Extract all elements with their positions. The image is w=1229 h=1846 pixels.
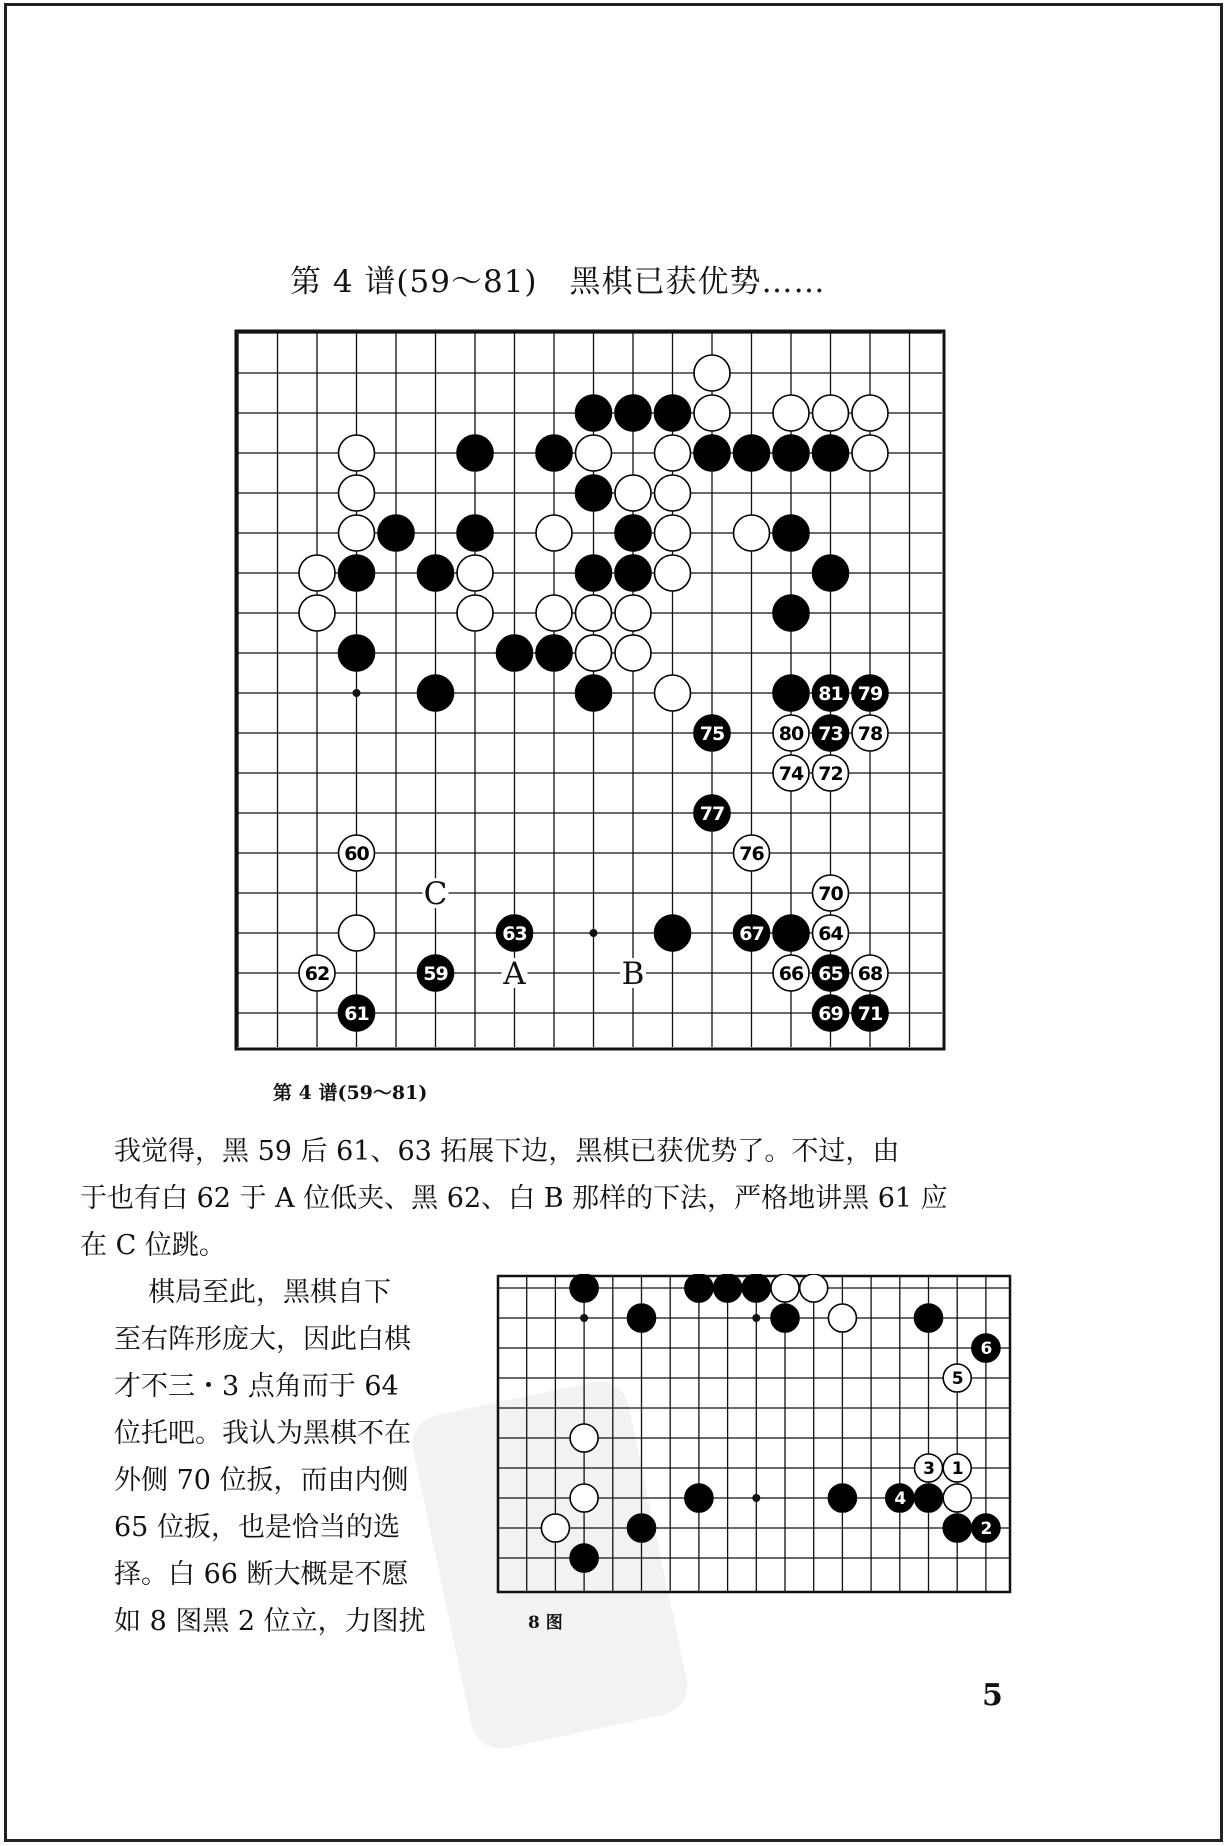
main-go-diagram [234, 329, 946, 1051]
black-stone [734, 435, 770, 471]
white-stone [570, 1424, 598, 1452]
black-stone [570, 1544, 598, 1572]
white-stone [852, 435, 888, 471]
black-stone [576, 555, 612, 591]
paragraph-2-line: 外侧 70 位扳，而由内侧 [114, 1465, 409, 1496]
paragraph-1-line: 于也有白 62 于 A 位低夹、黑 62、白 B 那样的下法，严格地讲黑 61 应 [80, 1183, 948, 1214]
paragraph-2-line: 至右阵形庞大，因此白棋 [114, 1324, 411, 1355]
position-label: A [503, 956, 526, 992]
black-stone [694, 435, 730, 471]
black-stone [536, 635, 572, 671]
white-stone [828, 1304, 856, 1332]
black-stone [570, 1274, 598, 1302]
move-number: 75 [699, 722, 725, 745]
white-stone [943, 1484, 971, 1512]
white-stone [615, 475, 651, 511]
black-stone [828, 1484, 856, 1512]
star-point [752, 1494, 760, 1502]
black-stone [615, 395, 651, 431]
move-number: 70 [818, 882, 843, 905]
white-stone [570, 1484, 598, 1512]
white-stone [576, 435, 612, 471]
paragraph-2-line: 位托吧。我认为黑棋不在 [114, 1418, 411, 1449]
move-number: 64 [818, 922, 843, 945]
black-stone [576, 675, 612, 711]
black-stone [339, 635, 375, 671]
move-number: 81 [818, 682, 843, 705]
white-stone [339, 435, 375, 471]
white-stone [800, 1274, 828, 1302]
black-stone [418, 675, 454, 711]
star-point [353, 689, 361, 697]
black-stone [457, 515, 493, 551]
sub-diagram-caption: 8 图 [528, 1613, 563, 1633]
move-number: 78 [857, 722, 883, 745]
black-stone [813, 435, 849, 471]
white-stone [457, 555, 493, 591]
position-label: B [621, 956, 645, 992]
move-number: 67 [739, 922, 764, 945]
sub-go-diagram [496, 1274, 1026, 1594]
black-stone [685, 1484, 713, 1512]
black-stone [773, 435, 809, 471]
move-number: 3 [923, 1459, 934, 1480]
paragraph-1-line: 我觉得，黑 59 后 61、63 拓展下边，黑棋已获优势了。不过，由 [114, 1136, 900, 1167]
black-stone [615, 515, 651, 551]
black-stone [943, 1514, 971, 1542]
move-number: 59 [423, 962, 448, 985]
black-stone [339, 555, 375, 591]
star-point [752, 1314, 760, 1322]
paragraph-2-line: 如 8 图黑 2 位立，力图扰 [114, 1606, 426, 1637]
black-stone [773, 595, 809, 631]
white-stone [852, 395, 888, 431]
black-stone [576, 475, 612, 511]
move-number: 77 [699, 802, 725, 825]
move-number: 5 [951, 1369, 963, 1390]
white-stone [615, 635, 651, 671]
white-stone [536, 515, 572, 551]
page-number: 5 [982, 1678, 1003, 1713]
black-stone [773, 675, 809, 711]
white-stone [339, 915, 375, 951]
white-stone [541, 1514, 569, 1542]
move-number: 72 [818, 762, 843, 785]
black-stone [378, 515, 414, 551]
white-stone [299, 595, 335, 631]
move-number: 60 [344, 842, 369, 865]
white-stone [655, 555, 691, 591]
black-stone [615, 555, 651, 591]
black-stone [536, 435, 572, 471]
white-stone [734, 515, 770, 551]
move-number: 61 [344, 1002, 369, 1025]
move-number: 6 [980, 1339, 992, 1360]
white-stone [457, 595, 493, 631]
black-stone [714, 1274, 742, 1302]
paragraph-2-line: 棋局至此，黑棋自下 [148, 1277, 391, 1308]
move-number: 79 [857, 682, 883, 705]
white-stone [655, 515, 691, 551]
white-stone [813, 395, 849, 431]
paragraph-1 [80, 1128, 948, 1269]
page-heading: 第 4 谱(59～81) 黑棋已获优势…… [290, 264, 826, 300]
move-number: 74 [778, 762, 804, 785]
black-stone [915, 1484, 943, 1512]
move-number: 80 [778, 722, 804, 745]
black-stone [655, 395, 691, 431]
black-stone [655, 915, 691, 951]
white-stone [339, 515, 375, 551]
black-stone [813, 555, 849, 591]
white-stone [655, 675, 691, 711]
white-stone [536, 595, 572, 631]
move-number: 71 [857, 1002, 883, 1025]
white-stone [771, 1274, 799, 1302]
paragraph-1-line: 在 C 位跳。 [80, 1230, 226, 1261]
move-number: 68 [857, 962, 883, 985]
move-number: 62 [304, 962, 330, 985]
paragraph-2 [114, 1269, 426, 1645]
white-stone [694, 355, 730, 391]
black-stone [742, 1274, 770, 1302]
paragraph-2-line: 65 位扳，也是恰当的选 [114, 1512, 400, 1543]
black-stone [685, 1274, 713, 1302]
white-stone [655, 475, 691, 511]
move-number: 63 [502, 922, 527, 945]
paragraph-2-line: 择。白 66 断大概是不愿 [114, 1559, 409, 1590]
position-label: C [423, 876, 448, 912]
white-stone [694, 395, 730, 431]
paragraph-2-line: 才不三・3 点角而于 64 [114, 1371, 399, 1402]
move-number: 73 [818, 722, 843, 745]
black-stone [576, 395, 612, 431]
black-stone [773, 915, 809, 951]
move-number: 1 [951, 1459, 963, 1480]
move-number: 66 [778, 962, 804, 985]
black-stone [773, 515, 809, 551]
white-stone [576, 635, 612, 671]
black-stone [628, 1514, 656, 1542]
black-stone [418, 555, 454, 591]
move-number: 69 [818, 1002, 843, 1025]
move-number: 2 [980, 1519, 992, 1540]
black-stone [915, 1304, 943, 1332]
star-point [580, 1314, 588, 1322]
white-stone [615, 595, 651, 631]
black-stone [457, 435, 493, 471]
move-number: 65 [818, 962, 843, 985]
move-number: 76 [739, 842, 764, 865]
white-stone [299, 555, 335, 591]
white-stone [576, 595, 612, 631]
black-stone [628, 1304, 656, 1332]
white-stone [773, 395, 809, 431]
star-point [590, 929, 598, 937]
move-number: 4 [894, 1489, 906, 1510]
white-stone [339, 475, 375, 511]
white-stone [655, 435, 691, 471]
black-stone [771, 1304, 799, 1332]
black-stone [497, 635, 533, 671]
main-diagram-caption: 第 4 谱(59～81) [273, 1082, 428, 1104]
